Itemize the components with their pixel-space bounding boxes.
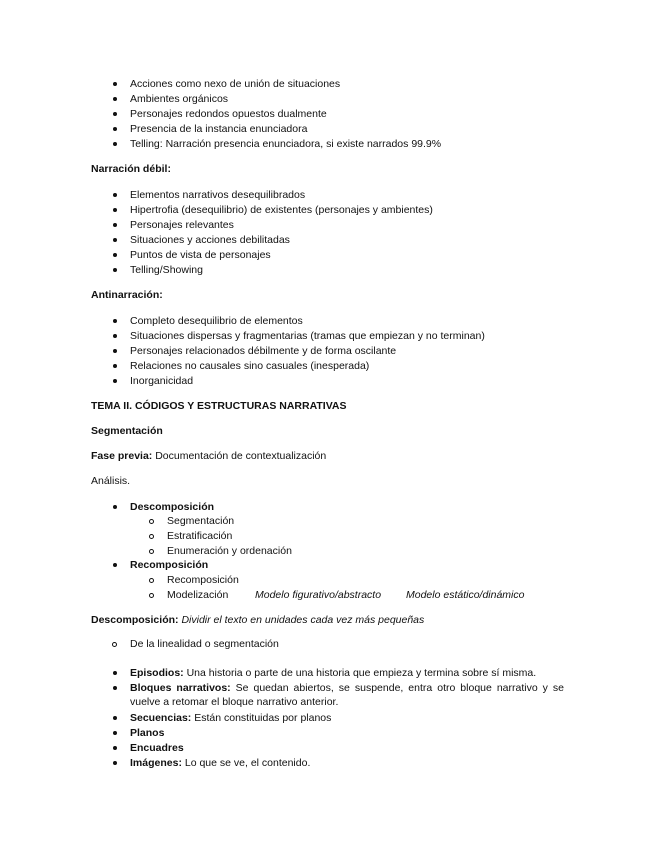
list-item: Planos xyxy=(130,727,165,739)
bullet-icon xyxy=(113,379,117,383)
list-item xyxy=(130,666,536,680)
heading-narracion-debil: Narración débil: xyxy=(91,163,171,175)
heading-antinarracion: Antinarración: xyxy=(91,289,163,301)
bullet-icon xyxy=(113,253,117,257)
bullet-icon xyxy=(113,716,117,720)
term-text: Una historia o parte de una historia que empieza y termina sobre sí misma. xyxy=(183,667,537,679)
bullet-icon xyxy=(113,671,117,675)
model-estatico: Modelo estático/dinámico xyxy=(406,589,525,601)
outline-item-descomposicion: Descomposición xyxy=(130,501,215,513)
bullet-icon xyxy=(113,563,117,567)
list-item: Encuadres xyxy=(130,742,184,754)
descomposicion-label: Descomposición: xyxy=(91,614,179,626)
list-item: Elementos narrativos desequilibrados xyxy=(130,189,306,201)
subsection-title: Segmentación xyxy=(91,425,163,437)
bullet-icon xyxy=(113,761,117,765)
bullet-icon xyxy=(113,686,117,690)
bullet-icon xyxy=(113,731,117,735)
list-item xyxy=(130,756,310,770)
list-item: Personajes redondos opuestos dualmente xyxy=(130,108,327,120)
list-item: Telling: Narración presencia enunciadora, si existe narrados 99.9% xyxy=(130,138,442,150)
list-item: Situaciones dispersas y fragmentarias (tramas que empiezan y no terminan) xyxy=(130,330,485,342)
bullet-icon xyxy=(113,208,117,212)
analisis-line: Análisis. xyxy=(91,475,131,487)
term-label: Imágenes: xyxy=(130,757,182,769)
bullet-icon xyxy=(113,112,117,116)
circle-bullet-icon xyxy=(149,578,154,583)
term-label: Episodios: xyxy=(130,667,184,679)
term-label: Bloques narrativos: xyxy=(130,682,231,694)
bullet-icon xyxy=(113,238,117,242)
bullet-icon xyxy=(113,505,117,509)
list-item: Personajes relacionados débilmente y de forma oscilante xyxy=(130,345,397,357)
list-item: Hipertrofia (desequilibrio) de existentes (personajes y ambientes) xyxy=(130,204,433,216)
bullet-icon xyxy=(113,746,117,750)
list-item: Puntos de vista de personajes xyxy=(130,249,271,261)
descomposicion-line xyxy=(91,613,424,627)
outline-subitem: Modelización xyxy=(167,589,229,601)
fase-previa-label: Fase previa: xyxy=(91,450,153,462)
circle-bullet-icon xyxy=(149,519,154,524)
bullet-icon xyxy=(113,319,117,323)
section-title: TEMA II. CÓDIGOS Y ESTRUCTURAS NARRATIVAS xyxy=(91,400,347,412)
list-item xyxy=(130,681,564,695)
descomposicion-text: Dividir el texto en unidades cada vez más pequeñas xyxy=(178,614,425,626)
list-item: Presencia de la instancia enunciadora xyxy=(130,123,308,135)
circle-bullet-icon xyxy=(149,593,154,598)
term-text: Están constituidas por planos xyxy=(191,712,332,724)
list-item: Completo desequilibrio de elementos xyxy=(130,315,303,327)
bullet-icon xyxy=(113,97,117,101)
outline-subitem: Enumeración y ordenación xyxy=(167,545,292,557)
circle-bullet-icon xyxy=(149,534,154,539)
bullet-icon xyxy=(113,334,117,338)
list-item: Situaciones y acciones debilitadas xyxy=(130,234,290,246)
bullet-icon xyxy=(113,142,117,146)
bullet-icon xyxy=(113,193,117,197)
circle-bullet-icon xyxy=(149,549,154,554)
list-item: Acciones como nexo de unión de situaciones xyxy=(130,78,341,90)
linealidad-item: De la linealidad o segmentación xyxy=(130,638,279,650)
fase-previa-line xyxy=(91,449,326,463)
list-item: Ambientes orgánicos xyxy=(130,93,229,105)
term-text: Se quedan abiertos, se suspende, entra otro bloque narrativo y se xyxy=(230,682,564,694)
bullet-icon xyxy=(113,268,117,272)
model-figurativo: Modelo figurativo/abstracto xyxy=(255,589,382,601)
outline-subitem: Recomposición xyxy=(167,574,239,586)
list-item: Telling/Showing xyxy=(130,264,203,276)
bullet-icon xyxy=(113,82,117,86)
outline-subitem: Estratificación xyxy=(167,530,233,542)
list-item: Relaciones no causales sino casuales (inesperada) xyxy=(130,360,370,372)
list-item: Inorganicidad xyxy=(130,375,194,387)
term-text: Lo que se ve, el contenido. xyxy=(181,757,311,769)
bullet-icon xyxy=(113,349,117,353)
bullet-icon xyxy=(113,364,117,368)
outline-subitem: Segmentación xyxy=(167,515,235,527)
circle-bullet-icon xyxy=(112,642,117,647)
list-item: Personajes relevantes xyxy=(130,219,234,231)
outline-item-recomposicion: Recomposición xyxy=(130,559,209,571)
bullet-icon xyxy=(113,127,117,131)
list-item xyxy=(130,711,331,725)
fase-previa-text: Documentación de contextualización xyxy=(152,450,327,462)
list-item-continuation: vuelve a retomar el bloque narrativo anterior. xyxy=(130,696,339,708)
bullet-icon xyxy=(113,223,117,227)
term-label: Secuencias: xyxy=(130,712,192,724)
